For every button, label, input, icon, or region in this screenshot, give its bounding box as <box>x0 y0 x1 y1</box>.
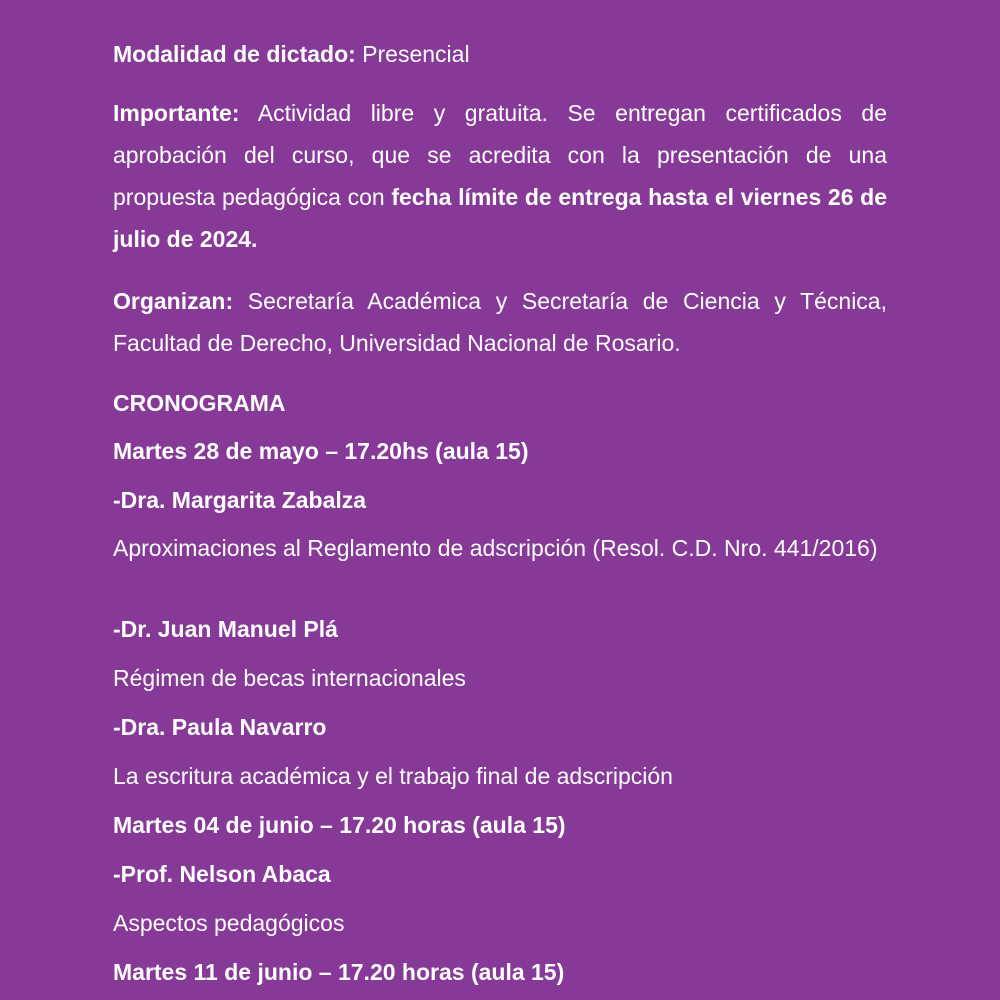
talk-topic: Aproximaciones al Reglamento de adscripción (Resol. C.D. Nro. 441/2016) <box>113 535 878 561</box>
speaker-name: -Prof. Nelson Abaca <box>113 861 331 887</box>
talk-topic: Aspectos pedagógicos <box>113 910 345 936</box>
importante-deadline: fecha límite de entrega hasta el viernes 26 de julio de 2024. <box>113 184 887 252</box>
document-page <box>113 0 887 1000</box>
session-date: Martes 11 de junio – 17.20 horas (aula 15) <box>113 959 565 985</box>
importante-label: Importante: <box>113 100 240 126</box>
organizan-label: Organizan: <box>113 288 234 314</box>
speaker-name: -Dra. Paula Navarro <box>113 714 327 740</box>
cronograma-heading: CRONOGRAMA <box>113 390 286 416</box>
talk-topic: La escritura académica y el trabajo final de adscripción <box>113 763 673 789</box>
speaker-name: -Dra. Margarita Zabalza <box>113 487 367 513</box>
session-date: Martes 28 de mayo – 17.20hs (aula 15) <box>113 438 529 464</box>
importante-paragraph <box>113 92 887 260</box>
talk-topic: Régimen de becas internacionales <box>113 665 466 691</box>
speaker-name: -Dr. Juan Manuel Plá <box>113 616 338 642</box>
modalidad-value: Presencial <box>355 41 470 67</box>
modalidad-label: Modalidad de dictado: <box>113 41 356 67</box>
organizan-paragraph <box>113 280 887 364</box>
importante-text: Actividad libre y gratuita. Se entregan certificados de aprobación del curso, que se acredita con la presentación de una propuesta pedagógica con <box>113 100 887 210</box>
organizan-text: Secretaría Académica y Secretaría de Ciencia y Técnica, Facultad de Derecho, Universidad Nacional de Rosario. <box>113 288 887 356</box>
modalidad-paragraph <box>113 33 887 75</box>
session-date: Martes 04 de junio – 17.20 horas (aula 15) <box>113 812 566 838</box>
